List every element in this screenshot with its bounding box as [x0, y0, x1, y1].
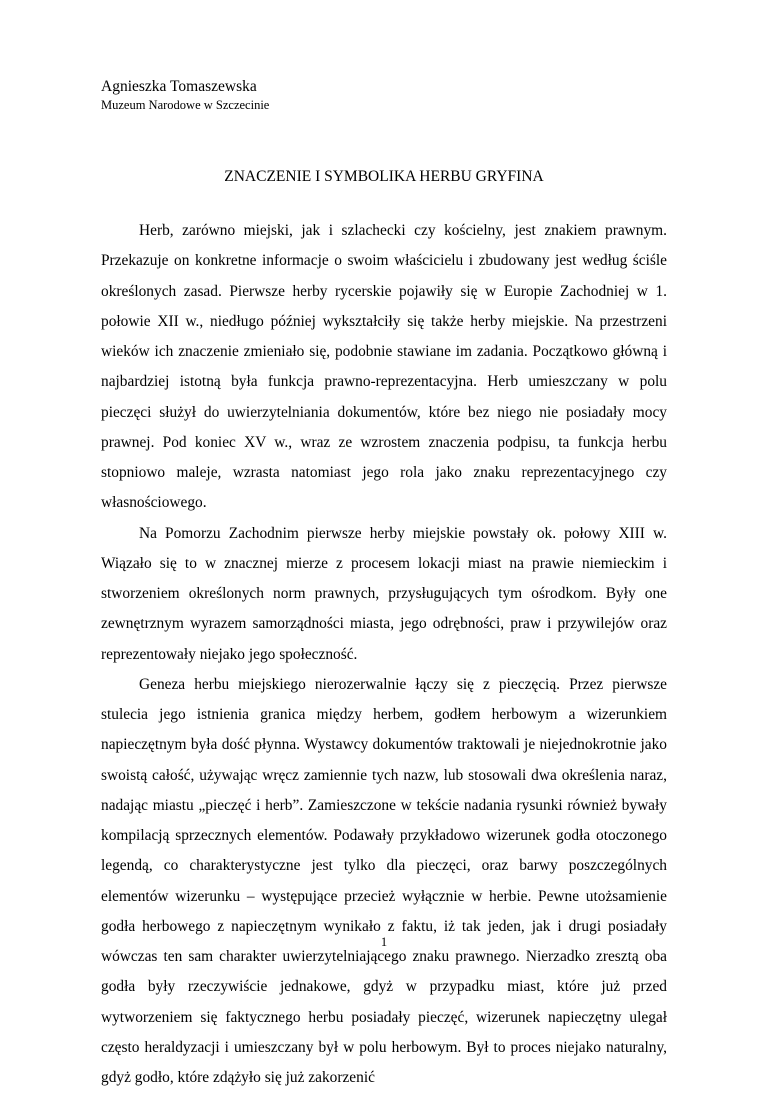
author-affiliation: Muzeum Narodowe w Szczecinie — [101, 98, 270, 112]
paragraph: Geneza herbu miejskiego nierozerwalnie łączy się z pieczęcią. Przez pierwsze stulecia jego istnienia granica między herbem, godłem herbowym a wizerunkiem napieczętnym była dość płynna. Wystawcy dokumentów traktowali je niejednokrotnie jako swoistą całość, używając wręcz zamiennie tych nazw, lub stosowali dwa określenia naraz, nadając miastu „pieczęć i herb”. Zamieszczone w tekście nadania rysunki również bywały kompilacją sprzecznych elementów. Podawały przykładowo wizerunek godła otoczonego legendą, co charakterystyczne jest tylko dla pieczęci, oraz barwy poszczególnych elementów wizerunku – występujące przecież wyłącznie w herbie. Pewne utożsamienie godła herbowego z napieczętnym wynikało z faktu, iż tak jeden, jak i drugi posiadały wówczas ten sam charakter uwierzytelniającego znaku prawnego. Nierzadko zresztą oba godła były rzeczywiście jednakowe, gdyż w przypadku miast, które już przed wytworzeniem się faktycznego herbu posiadały pieczęć, wizerunek napieczętny ulegał często heraldyzacji i umieszczany był w polu herbowym. Był to proces niejako naturalny, gdyż godło, które zdążyło się już zakorzenić — [101, 675, 667, 1086]
page-number: 1 — [380, 935, 388, 949]
paragraph: Herb, zarówno miejski, jak i szlachecki czy kościelny, jest znakiem prawnym. Przekazuje on konkretne informacje o swoim właścicielu i zbudowany jest według ściśle określonych zasad. Pierwsze herby rycerskie pojawiły się w Europie Zachodniej w 1. połowie XII w., niedługo później wykształciły się także herby miejskie. Na przestrzeni wieków ich znaczenie zmieniało się, podobnie stawiane im zadania. Początkowo główną i najbardziej istotną była funkcja prawno-reprezentacyjna. Herb umieszczany w polu pieczęci służył do uwierzytelniania dokumentów, które bez niego nie posiadały mocy prawnej. Pod koniec XV w., wraz ze wzrostem znaczenia podpisu, ta funkcja herbu stopniowo maleje, wzrasta natomiast jego rola jako znaku reprezentacyjnego czy własnościowego. — [101, 222, 667, 512]
paragraph: Na Pomorzu Zachodnim pierwsze herby miejskie powstały ok. połowy XIII w. Wiązało się to w znacznej mierze z procesem lokacji miast na prawie niemieckim i stworzeniem określonych norm prawnych, przysługujących tym ośrodkom. Były one zewnętrznym wyrazem samorządności miasta, jego odrębności, praw i przywilejów oraz reprezentowały niejako jego społeczność. — [101, 524, 667, 663]
author-name: Agnieszka Tomaszewska — [101, 78, 257, 95]
document-title: ZNACZENIE I SYMBOLIKA HERBU GRYFINA — [224, 168, 544, 185]
body-text — [101, 216, 667, 1093]
